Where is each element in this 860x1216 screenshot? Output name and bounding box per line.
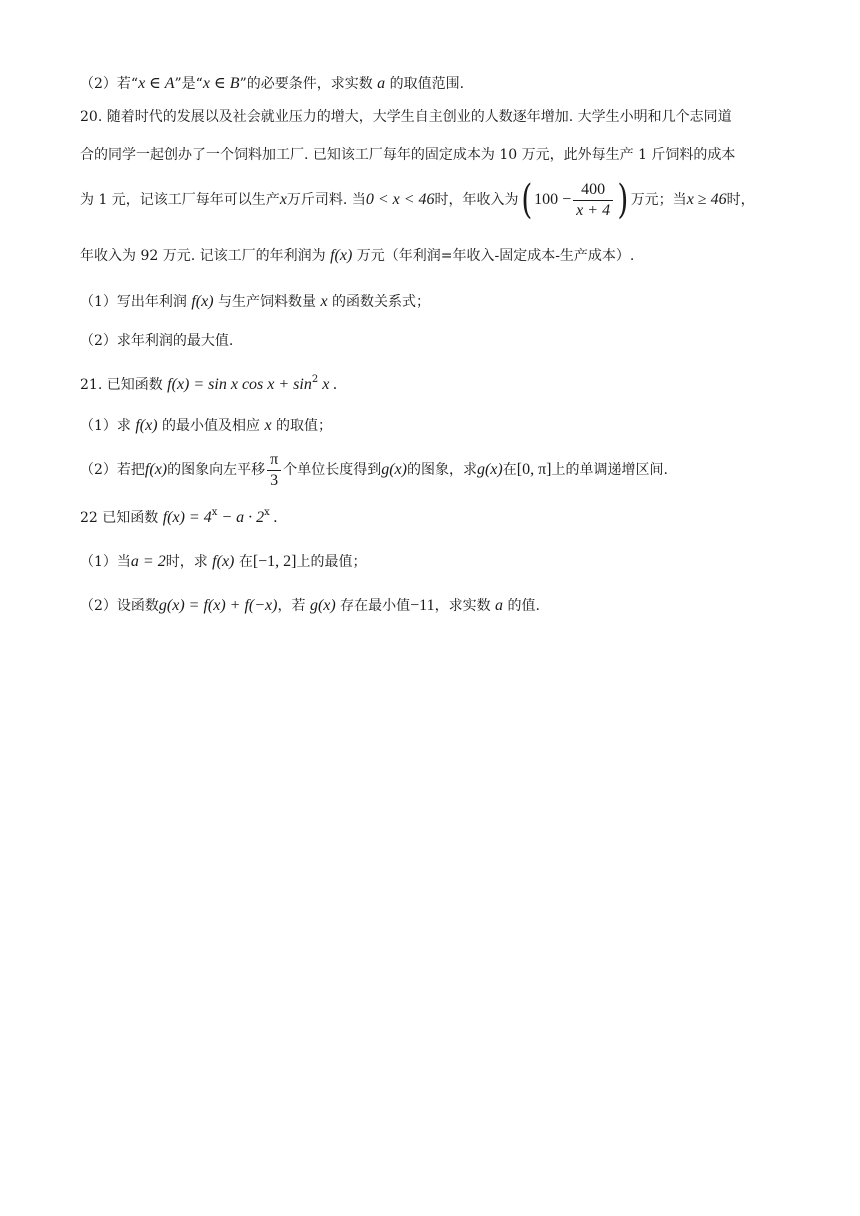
text: 万元（年利润=年收入-固定成本-生产成本）. [352,248,635,264]
math: f(x) = sin x cos x + sin [167,376,312,393]
text: 上的单调递增区间. [551,462,668,478]
text: 的图象，求 [406,462,477,478]
text: 年收入为 92 万元. 记该工厂的年利润为 [80,248,331,264]
math: −11 [410,597,435,614]
math: f(x) [212,553,235,570]
math: f(x) = 4 [162,509,212,526]
text: 21. 已知函数 [80,377,168,393]
math: g(x) = f(x) + f(−x) [158,597,278,614]
q22-part2 [80,596,790,616]
math: g(x) [476,461,503,478]
q20-line3 [80,178,790,222]
math: f(x) [330,247,353,264]
math: [−1, 2] [252,553,297,570]
text: 的取值； [271,418,333,434]
denominator: 3 [267,470,281,491]
text: （1）写出年利润 [80,294,192,310]
math: x [279,191,287,208]
text: ，求实数 [434,598,496,614]
text: （2）设函数 [80,598,159,614]
text: （2）若“ [80,76,139,92]
text: 的图象向左平移 [167,462,266,478]
math: x ≥ 46 [686,191,727,208]
q20-part2: （2）求年利润的最大值. [80,333,234,349]
math: 100 − [534,191,572,208]
text: 万斤司料. 当 [286,192,366,208]
math: f(x) [135,417,158,434]
math: a [495,597,504,614]
math: f(x) [191,293,214,310]
text: ”是“ [174,76,203,92]
text: 22 已知函数 [80,510,163,526]
superscript: x [211,507,218,518]
q20-part1 [80,292,790,312]
math: x . [318,376,338,393]
text: 为 1 元，记该工厂每年可以生产 [80,192,280,208]
text: ，若 [277,598,310,614]
fraction [573,180,613,221]
math: x ∈ B [202,75,240,92]
math: g(x) [381,461,407,478]
math: − a · 2 [217,509,265,526]
q19-part2-line [80,74,790,94]
q21-part1 [80,416,790,436]
numerator: 400 [581,180,606,198]
q21-part2 [80,448,790,492]
denominator: x + 4 [573,200,613,221]
math: x [320,293,328,310]
math: x [264,417,272,434]
text: 存在最小值 [335,598,411,614]
q22-head [80,503,790,528]
superscript: 2 [311,374,319,385]
text: 万元；当 [630,192,687,208]
math: a = 2 [130,553,166,570]
text: 的函数关系式； [327,294,431,310]
text: 时， [726,192,755,208]
text: 时，年收入为 [434,192,519,208]
text: （1）求 [80,418,136,434]
text: 个单位长度得到 [283,462,382,478]
text: ”的必要条件，求实数 [239,76,378,92]
text: 上的最值； [296,554,367,570]
math: a [377,75,386,92]
q20-line1: 20. 随着时代的发展以及社会就业压力的增大，大学生自主创业的人数逐年增加. 大学生小明和几个志同道 [80,109,732,125]
text: 的取值范围. [385,76,465,92]
text: 与生产饲料数量 [213,294,321,310]
math: [0, π] [516,461,552,478]
text: 在 [234,554,253,570]
text: 在 [502,462,517,478]
q20-line2: 合的同学一起创办了一个饲料加工厂. 已知该工厂每年的固定成本为 10 万元，此外每生产 1 斤饲料的成本 [80,147,736,163]
numerator: π [270,450,279,468]
text: 时，求 [165,554,213,570]
fraction [267,450,281,491]
q20-line4 [80,246,790,266]
math: g(x) [309,597,336,614]
math: f(x) [144,461,168,478]
math: . [269,509,278,526]
text: （1）当 [80,554,131,570]
revenue-expression: ( 100 − $\frac{400}{x + 4}$ ) [520,177,629,223]
math: 0 < x < 46 [365,191,435,208]
q22-part1 [80,552,790,572]
math: x ∈ A [138,75,175,92]
superscript: x [264,507,270,518]
text: 的值. [503,598,540,614]
q21-head [80,370,790,395]
text: （2）若把 [80,462,145,478]
text: 的最小值及相应 [157,418,265,434]
